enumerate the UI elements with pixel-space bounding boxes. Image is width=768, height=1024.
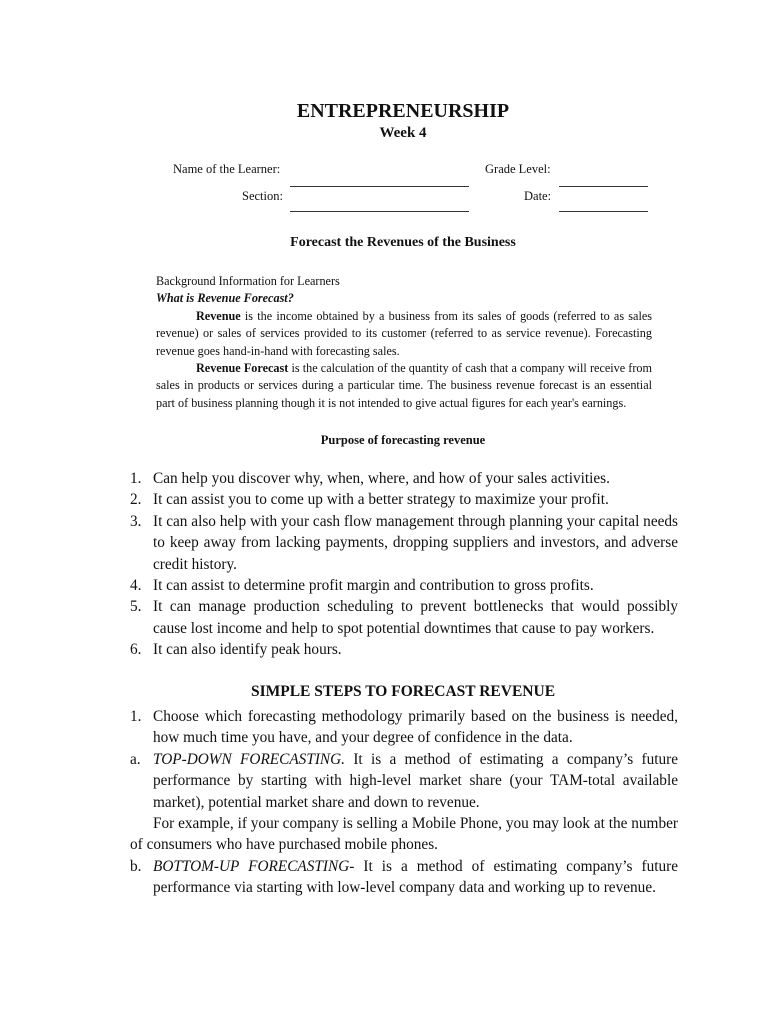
list-item: 6. It can also identify peak hours. [130, 641, 342, 659]
step-item-1: 1. Choose which forecasting methodology primarily based on the business is needed, how much time you have, and your degree of confidence in the data. [130, 708, 678, 747]
week-label: Week 4 [379, 125, 427, 141]
forecast-term: Revenue Forecast [196, 361, 289, 376]
top-down-term: TOP-DOWN FORECASTING. [153, 750, 346, 768]
background-heading: Background Information for Learners [156, 274, 340, 288]
steps-list-b [130, 856, 678, 899]
revenue-forecast-question: What is Revenue Forecast? [156, 291, 294, 306]
steps-heading: SIMPLE STEPS TO FORECAST REVENUE [250, 683, 556, 700]
revenue-definition-text: is the income obtained by a business from its sales of goods (referred to as sales revenue) or sales of services provided to its customer (referred to as service revenue). Forecasting revenue goes hand-in-hand with forecasting sales. [156, 308, 652, 358]
list-item: 2. It can assist you to come up with a better strategy to maximize your profit. [130, 491, 609, 509]
purpose-heading: Purpose of forecasting revenue [320, 433, 486, 447]
step-item-b: b. BOTTOM-UP FORECASTING- It is a method of estimating company’s future performance via starting with low-level company data and working up to revenue. [130, 858, 678, 897]
document-title: ENTREPRENEURSHIP [296, 100, 510, 122]
purpose-list [130, 468, 678, 661]
forecast-definition-text: is the calculation of the quantity of cash that a company will receive from sales in products or services during a particular time. The business revenue forecast is an essential part of business planning though it is not intended to give actual figures for each year's earnings. [156, 361, 653, 410]
list-item: 1. Can help you discover why, when, where, and how of your sales activities. [130, 470, 610, 487]
grade-label: Grade Level: [485, 162, 551, 176]
forecast-definition [156, 360, 652, 412]
date-label: Date: [524, 189, 552, 203]
list-item: 3. It can also help with your cash flow management through planning your capital needs to keep away from lacking payments, dropping suppliers and investors, and adverse credit history. [130, 512, 678, 573]
steps-list [130, 706, 678, 813]
revenue-definition [156, 308, 652, 360]
name-field-line[interactable] [290, 186, 469, 187]
list-item: 5. It can manage production scheduling to prevent bottlenecks that would possibly cause lost income and help to spot potential downtimes that cause to pay workers. [130, 598, 678, 637]
list-item: 4. It can assist to determine profit margin and contribution to gross profits. [130, 577, 594, 595]
section-label: Section: [242, 189, 283, 203]
step-item-a: a. TOP-DOWN FORECASTING. It is a method of estimating a company’s future performance by starting with high-level market share (your TAM-total available market), potential market share and down to revenue. [130, 750, 678, 811]
bottom-up-term: BOTTOM-UP FORECASTING- [153, 858, 355, 875]
example-paragraph: For example, if your company is selling a Mobile Phone, you may look at the number of consumers who have purchased mobile phones. [130, 815, 678, 854]
lesson-subtitle: Forecast the Revenues of the Business [290, 235, 516, 250]
grade-field-line[interactable] [559, 186, 648, 187]
name-label: Name of the Learner: [173, 162, 281, 176]
revenue-term: Revenue [196, 308, 241, 323]
section-field-line[interactable] [290, 211, 469, 212]
date-field-line[interactable] [559, 211, 648, 212]
background-section [156, 273, 652, 412]
